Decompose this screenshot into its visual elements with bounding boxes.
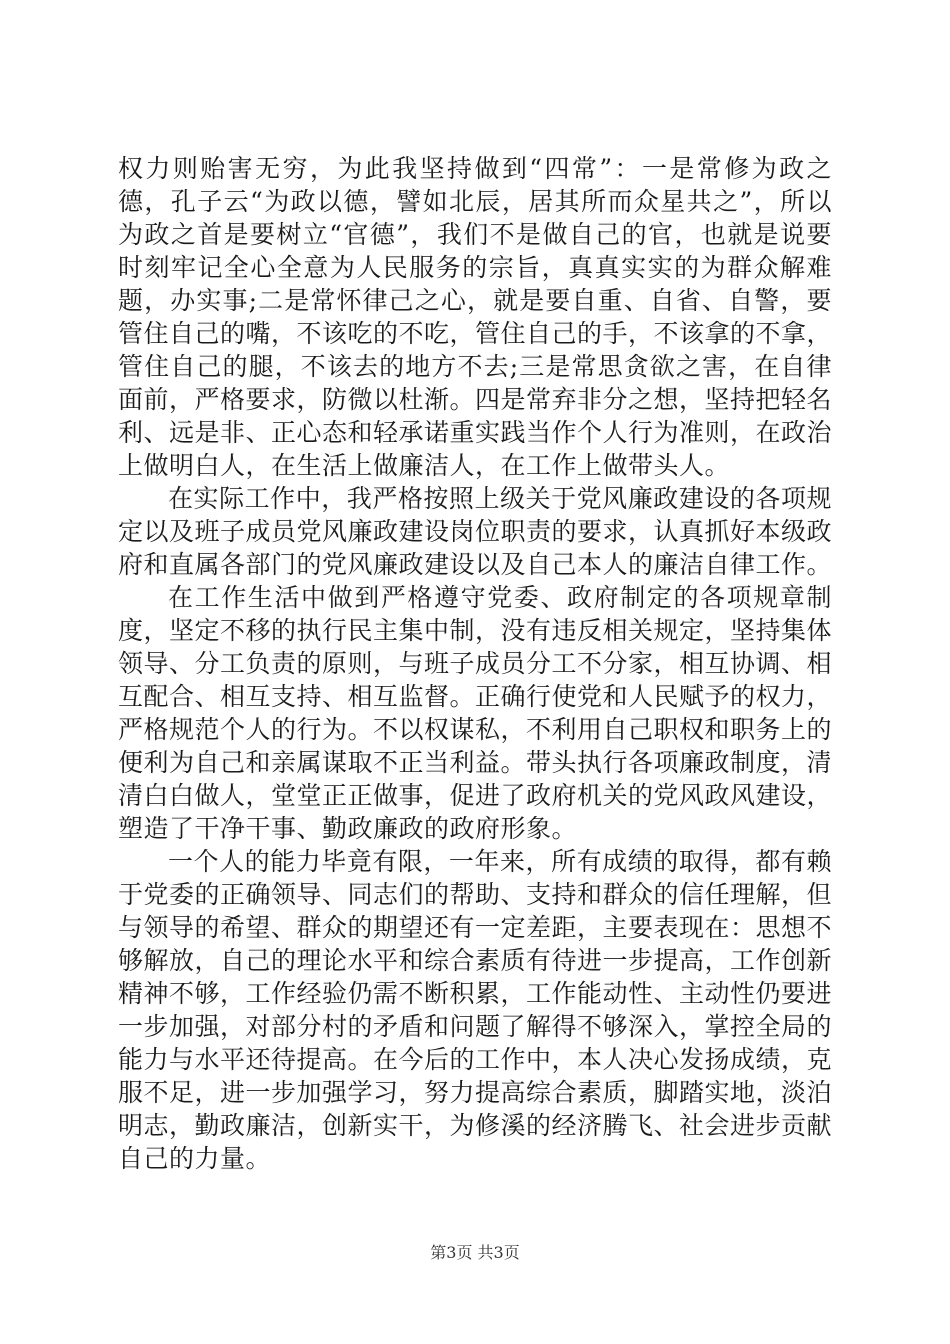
paragraph-3: 在工作生活中做到严格遵守党委、政府制定的各项规章制度，坚定不移的执行民主集中制，没有违反相关规定，坚持集体领导、分工负责的原则，与班子成员分工不分家，相互协调、相互配合、相互支持、相互监督。正确行使党和人民赋予的权力，严格规范个人的行为。不以权谋私，不利用自己职权和职务上的便利为自己和亲属谋取不正当利益。带头执行各项廉政制度，清清白白做人，堂堂正正做事，促进了政府机关的党风政风建设，塑造了干净干事、勤政廉政的政府形象。	[118, 583, 833, 843]
paragraph-1: 权力则贻害无穷，为此我坚持做到“四常”：一是常修为政之德，孔子云“为政以德，譬如北辰，居其所而众星共之”，所以为政之首是要树立“官德”，我们不是做自己的官，也就是说要时刻牢记全心全意为人民服务的宗旨，真真实实的为群众解难题，办实事;二是常怀律己之心，就是要自重、自省、自警，要管住自己的嘴，不该吃的不吃，管住自己的手，不该拿的不拿，管住自己的腿，不该去的地方不去;三是常思贪欲之害，在自律面前，严格要求，防微以杜渐。四是常弃非分之想，坚持把轻名利、远是非、正心态和轻承诺重实践当作个人行为准则，在政治上做明白人，在生活上做廉洁人，在工作上做带头人。	[118, 154, 833, 480]
document-body	[118, 152, 832, 1175]
paragraph-4: 一个人的能力毕竟有限，一年来，所有成绩的取得，都有赖于党委的正确领导、同志们的帮助、支持和群众的信任理解，但与领导的希望、群众的期望还有一定差距，主要表现在：思想不够解放，自己的理论水平和综合素质有待进一步提高，工作创新精神不够，工作经验仍需不断积累，工作能动性、主动性仍要进一步加强，对部分村的矛盾和问题了解得不够深入，掌控全局的能力与水平还待提高。在今后的工作中，本人决心发扬成绩，克服不足，进一步加强学习，努力提高综合素质，脚踏实地，淡泊明志，勤政廉洁，创新实干，为修溪的经济腾飞、社会进步贡献自己的力量。	[118, 847, 833, 1173]
paragraph-2: 在实际工作中，我严格按照上级关于党风廉政建设的各项规定以及班子成员党风廉政建设岗位职责的要求，认真抓好本级政府和直属各部门的党风廉政建设以及自己本人的廉洁自律工作。	[118, 484, 833, 579]
page-number-footer: 第3页 共3页	[430, 1243, 520, 1262]
